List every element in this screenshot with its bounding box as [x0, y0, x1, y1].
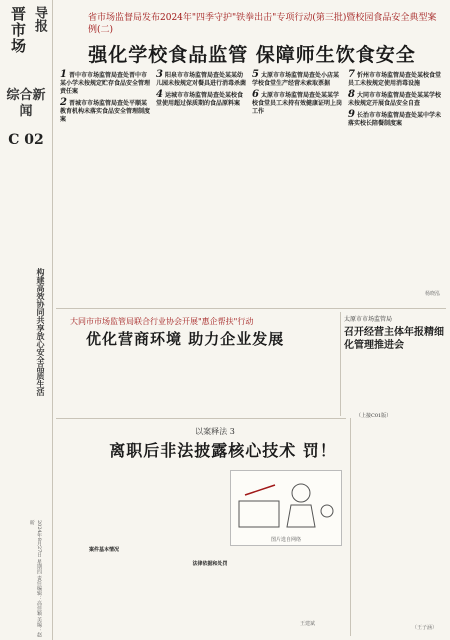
bottom-story-headline: 离职后非法披露核心技术 罚！ — [109, 441, 337, 460]
story-column-2 — [156, 68, 248, 300]
subhead-5 — [252, 71, 344, 88]
subhead-text: 太原市市场监管局查处小店某学校食堂生产经营未索取票据 — [252, 72, 339, 87]
column-divider — [340, 312, 341, 416]
cartoon-icon — [231, 471, 341, 535]
subhead-number: 8 — [348, 89, 355, 100]
issue-date-line: 2024年8月27日 星期四 责任编辑：高佳颖 美编：赵昕 — [29, 520, 42, 638]
masthead-title: 晋市场 — [9, 6, 27, 54]
side-story-headline: 召开经营主体年报精细化管理推进会 — [344, 327, 444, 351]
subhead-7 — [348, 71, 442, 88]
subhead-text: 太原市市场监管局查处某某学校食堂员工未持有效健康证明上岗工作 — [252, 92, 343, 115]
subhead-number: 6 — [252, 89, 259, 100]
rail-slogan: 构建高效协同共享放心安全品质生活 — [36, 268, 46, 396]
case-section-title: 案件基本情况 — [88, 547, 119, 553]
top-story-kicker: 省市场监督局发布2024年"四季守护"铁拳出击"专项行动(第三批)暨校园食品安全典型案例(二) — [88, 13, 437, 35]
story-column-3 — [252, 68, 344, 300]
section-name: 综合新闻 — [6, 88, 46, 119]
top-story — [56, 4, 446, 304]
subhead-number: 7 — [348, 69, 355, 80]
column-divider — [350, 418, 351, 636]
middle-story-body — [60, 352, 336, 412]
subhead-text: 大同市市场监管局查处某某学校未按规定开展食品安全自查 — [348, 92, 441, 107]
top-story-headline: 强化学校食品监管 保障师生饮食安全 — [88, 44, 416, 66]
subhead-number: 5 — [252, 69, 259, 80]
subhead-2 — [60, 99, 152, 124]
subhead-text: 晋中市市场监管局查处晋中市某小学未按规定贮存食品安全管理责任案 — [60, 72, 151, 95]
bottom-story-label: 以案释法 3 — [195, 427, 235, 436]
story-column-1 — [60, 68, 152, 300]
subhead-number: 2 — [60, 97, 67, 108]
side-story-kicker: 太原市市场监管局 — [344, 316, 393, 323]
continued-story-body — [356, 422, 446, 618]
cartoon-caption: 图片选自网络 — [270, 537, 301, 543]
left-rail — [0, 0, 53, 640]
continued-marker: （上接C01版） — [356, 413, 392, 419]
subhead-text: 运城市市场监管局查处某校食堂使用超过保质期的食品原料案 — [156, 92, 243, 107]
bottom-byline: 王建斌 — [300, 621, 316, 627]
law-section-title: 法律依据和处罚 — [192, 561, 228, 567]
continued-byline: （王子涵） — [412, 625, 438, 631]
subhead-4 — [156, 91, 248, 108]
subhead-text: 晋城市市场监管局查处平顺某教育机构未落实食品安全管理制度案 — [60, 100, 151, 123]
subhead-8 — [348, 91, 442, 108]
byline: 杨晓泓 — [424, 291, 440, 297]
subhead-number: 1 — [60, 69, 67, 80]
subhead-1 — [60, 71, 152, 96]
subhead-text: 忻州市市场监管局查处某校食堂员工未按规定使用消毒设施 — [348, 72, 441, 87]
masthead-subtitle: 导报 — [32, 6, 47, 32]
subhead-6 — [252, 91, 344, 116]
subhead-number: 4 — [156, 89, 163, 100]
section-divider — [56, 308, 446, 309]
subhead-9 — [348, 111, 442, 128]
middle-story-headline: 优化营商环境 助力企业发展 — [86, 330, 285, 348]
page-code: C 02 — [8, 132, 44, 148]
section-divider — [56, 418, 346, 419]
subhead-number: 9 — [348, 109, 355, 120]
subhead-number: 3 — [156, 69, 163, 80]
cartoon-illustration — [230, 470, 342, 546]
middle-story-kicker: 大同市市场监管局联合行业协会开展"惠企帮扶"行动 — [70, 317, 254, 326]
story-column-4 — [348, 68, 442, 300]
subhead-3 — [156, 71, 248, 88]
subhead-text: 阳泉市市场监管局查处某某幼儿园未按规定对餐具进行消毒杀菌 — [156, 72, 247, 87]
subhead-text: 长治市市场监管局查处某中学未落实校长陪餐制度案 — [348, 112, 441, 127]
